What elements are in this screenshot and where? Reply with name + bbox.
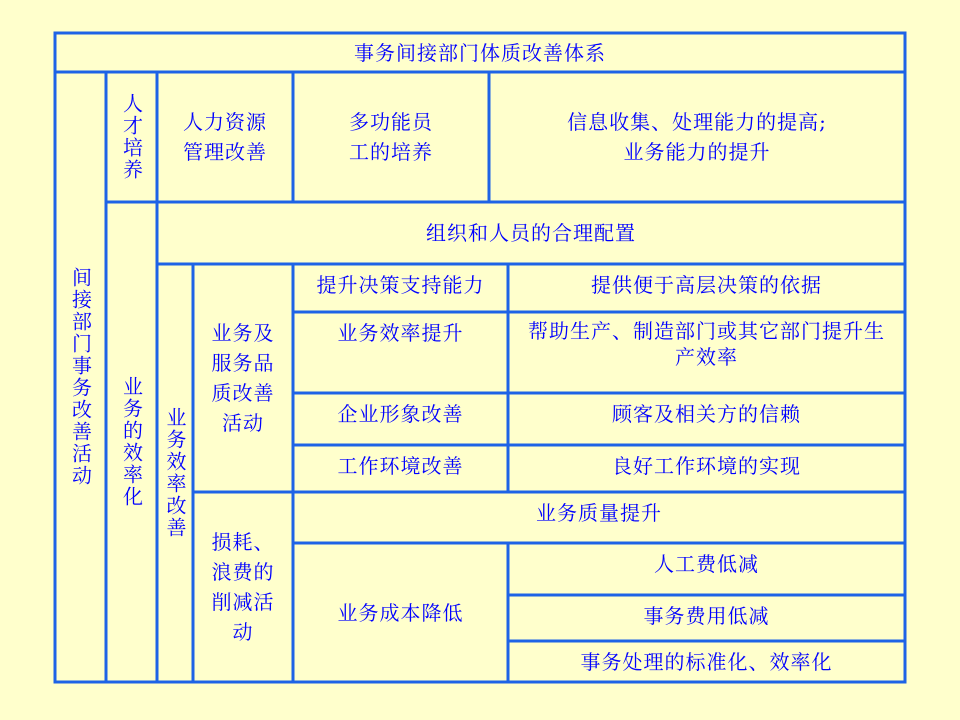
efficiency-text: 业务的效率化 bbox=[119, 376, 144, 508]
table-title: 事务间接部门体质改善体系 bbox=[354, 40, 606, 65]
row-item-2: 业务效率提升 bbox=[337, 321, 464, 345]
level1-label bbox=[55, 72, 106, 682]
hr-improve-cell bbox=[157, 72, 293, 202]
info-ability-line1: 信息收集、处理能力的提高; bbox=[567, 110, 827, 134]
info-ability-cell bbox=[489, 72, 905, 202]
row-desc-3: 顾客及相关方的信赖 bbox=[612, 402, 801, 426]
improve-text: 业务效率改善 bbox=[163, 407, 187, 539]
talent-text: 人才培养 bbox=[119, 93, 144, 181]
level1-text: 间接部门事务改善活动 bbox=[68, 267, 93, 487]
quality-up-cell: 业务质量提升 bbox=[536, 501, 662, 525]
row-desc-4: 良好工作环境的实现 bbox=[612, 454, 801, 478]
org-config-cell: 组织和人员的合理配置 bbox=[426, 221, 636, 245]
multi-skill-cell bbox=[293, 72, 489, 202]
cost-down-cell: 业务成本降低 bbox=[337, 600, 464, 625]
multi-skill-text: 多功能员工的培养 bbox=[349, 110, 433, 164]
talent-label bbox=[106, 72, 157, 202]
quality-group-text: 业务及服务品质改善活动 bbox=[211, 321, 275, 435]
efficiency-label bbox=[106, 202, 157, 682]
cost-item-3: 事务处理的标准化、效率化 bbox=[580, 649, 833, 674]
row-desc-1: 提供便于高层决策的依据 bbox=[591, 273, 822, 297]
quality-group-label bbox=[193, 264, 293, 492]
row-item-1: 提升决策支持能力 bbox=[316, 273, 485, 297]
row-desc-2: 帮助生产、制造部门或其它部门提升生产效率 bbox=[528, 319, 885, 369]
row-item-3: 企业形象改善 bbox=[337, 402, 464, 426]
row-item-4: 工作环境改善 bbox=[337, 454, 464, 478]
info-ability-line2: 业务能力的提升 bbox=[623, 140, 771, 164]
cost-item-1: 人工费低减 bbox=[654, 552, 759, 576]
cost-item-2: 事务费用低减 bbox=[643, 604, 770, 628]
waste-group-text: 损耗、浪费的削减活动 bbox=[211, 530, 275, 644]
improve-label bbox=[157, 264, 193, 682]
waste-group-label bbox=[193, 492, 293, 682]
hr-improve-text: 人力资源管理改善 bbox=[183, 110, 267, 164]
